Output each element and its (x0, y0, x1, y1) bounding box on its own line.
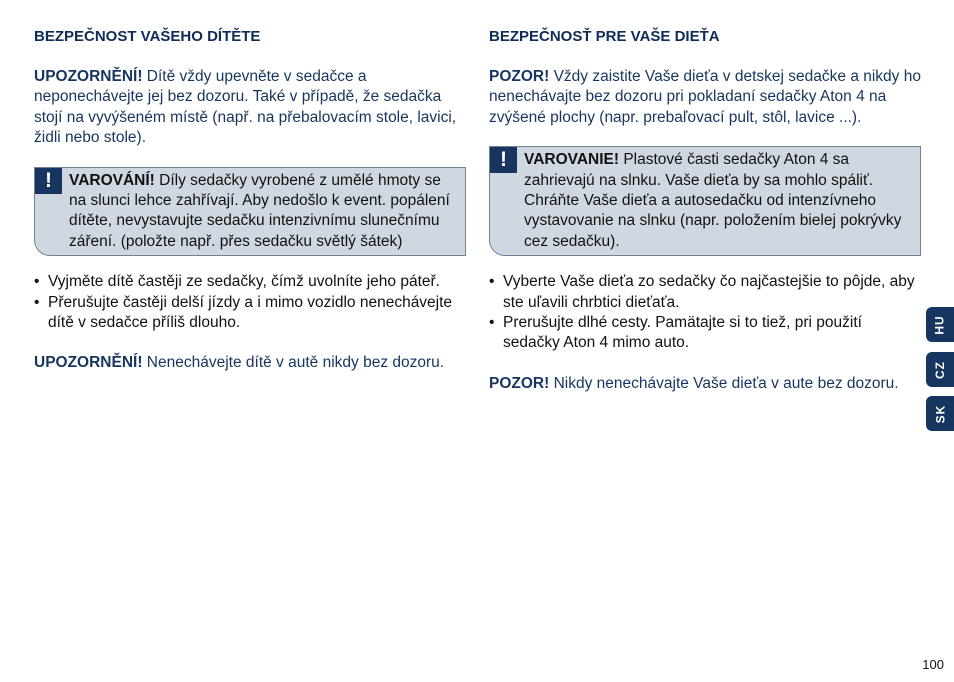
slovak-column (489, 28, 921, 394)
warning-paragraph (524, 150, 912, 252)
final-notice-text: Nikdy nenechávajte Vaše dieťa v aute bez dozoru. (549, 374, 899, 392)
tab-language-sk[interactable]: SK (926, 396, 954, 431)
bullet-list (34, 272, 466, 333)
final-notice-label: UPOZORNĚNÍ! (34, 354, 143, 372)
bullet-icon: • (34, 273, 40, 291)
warning-text: Díly sedačky vyrobené z umělé hmoty se na slunci lehce zahřívají. Aby nedošlo k event. popálení dítěte, nevystavujte sedačku intenzivnímu slunečnímu záření. (položte např. přes sedačku světlý šátek) (69, 171, 450, 250)
notice-text: Vždy zaistite Vaše dieťa v detskej sedačke a nikdy ho nenechávajte bez dozoru pri pokladaní sedačky Aton 4 na zvýšené plochy (napr. prebaľovací pult, stôl, lavice ...). (489, 68, 921, 126)
warning-label: VAROVANIE! (524, 151, 620, 169)
section-heading: BEZPEČNOST VAŠEHO DÍTĚTE (34, 28, 261, 45)
section-heading: BEZPEČNOSŤ PRE VAŠE DIEŤA (489, 28, 720, 45)
notice-label: POZOR! (489, 68, 550, 85)
bullet-icon: • (34, 293, 40, 311)
warning-text: Plastové časti sedačky Aton 4 sa zahrievajú na slnku. Vaše dieťa by sa mohlo spáliť. Chráňte Vaše dieťa a autosedačku od intenzívneho vystavovanie na slnku (napr. položením bielej pokrývky cez sedačku). (524, 151, 902, 250)
list-item: • Přerušujte častěji delší jízdy a i mimo vozidlo nenechávejte dítě v sedačce příliš dlouho. (34, 293, 453, 332)
final-notice (489, 374, 921, 394)
bullet-icon: • (489, 314, 495, 332)
tab-language-hu[interactable]: HU (926, 307, 954, 342)
final-notice-label: POZOR! (489, 374, 550, 392)
notice-paragraph (489, 67, 921, 128)
warning-paragraph (69, 171, 457, 253)
notice-paragraph (34, 67, 466, 149)
list-item: • Vyjměte dítě častěji ze sedačky, čímž uvolníte jeho páteř. (34, 272, 466, 292)
warning-label: VAROVÁNÍ! (69, 171, 155, 189)
warning-box (34, 167, 466, 257)
list-item: • Prerušujte dlhé cesty. Pamätajte si to tiež, pri použití sedačky Aton 4 mimo auto. (489, 314, 862, 352)
list-item: • Vyberte Vaše dieťa zo sedačky čo najčastejšie to pôjde, aby ste uľavili chrbtici dieťaťa. (489, 273, 915, 311)
final-notice-text: Nenechávejte dítě v autě nikdy bez dozoru. (142, 354, 445, 372)
notice-label: UPOZORNĚNÍ! (34, 68, 143, 85)
bullet-icon: • (489, 273, 495, 291)
exclamation-icon: ! (490, 147, 517, 173)
czech-column (34, 28, 466, 374)
notice-text: Dítě vždy upevněte v sedačce a neponechávejte jej bez dozoru. Také v případě, že sedačka stojí na vyvýšeném místě (např. na přebalovacím stole, lavici, židli nebo stole). (34, 68, 457, 147)
warning-box (489, 146, 921, 256)
final-notice (34, 353, 466, 373)
tab-language-cz[interactable]: CZ (926, 352, 954, 387)
exclamation-icon: ! (35, 168, 62, 194)
bullet-list (489, 272, 921, 354)
page-number: 100 (922, 657, 944, 672)
